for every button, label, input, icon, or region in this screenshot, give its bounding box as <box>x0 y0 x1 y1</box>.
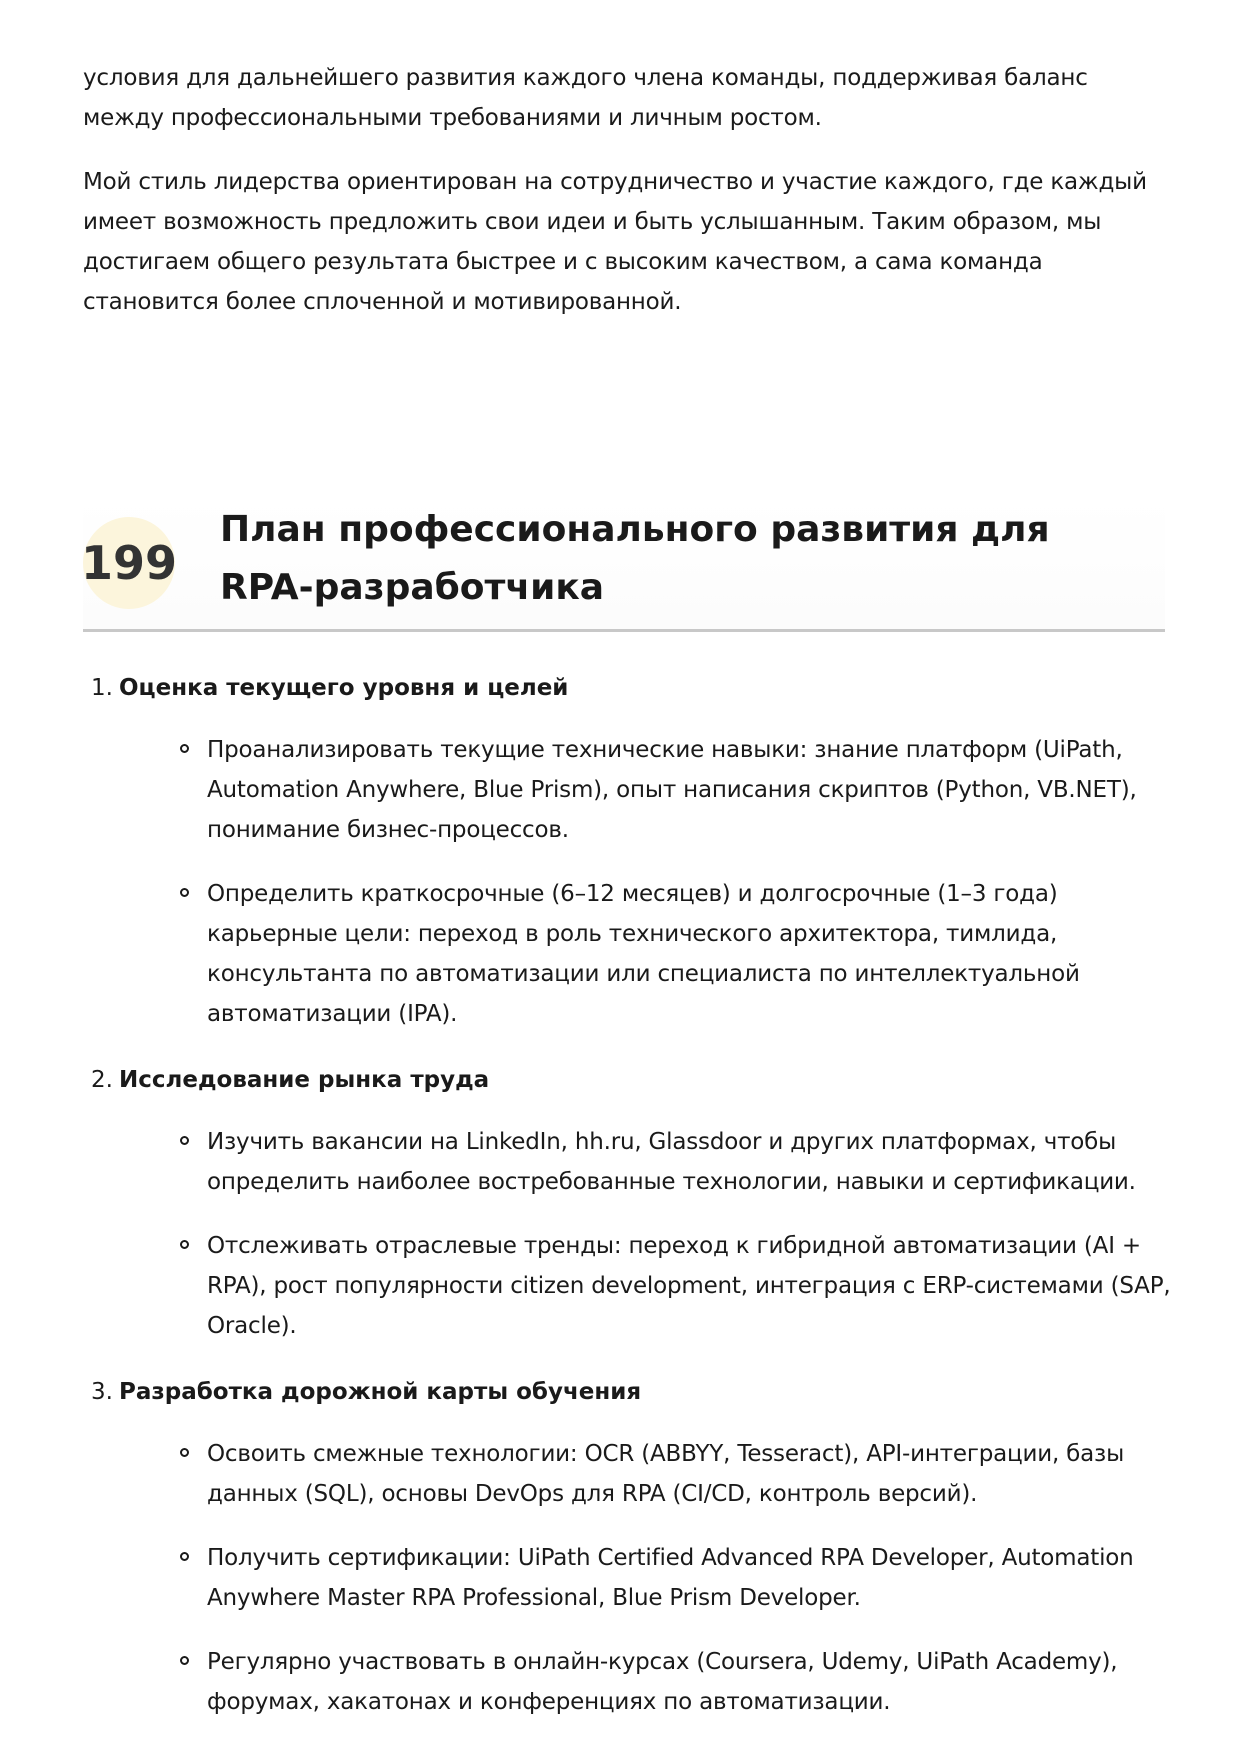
intro-text <box>83 58 1163 346</box>
item-heading <box>83 1060 1173 1100</box>
item-heading <box>83 668 1173 708</box>
circle-bullet-icon <box>180 1136 189 1145</box>
section-header <box>80 497 1165 632</box>
circle-bullet-icon <box>180 1240 189 1249</box>
circle-bullet-icon <box>180 1552 189 1561</box>
list-item <box>83 1060 1173 1346</box>
bullet-item: Освоить смежные технологии: OCR (ABBYY, Tesseract), API-интеграции, базы данных (SQL), основы DevOps для RPA (CI/CD, контроль версий). <box>207 1434 1173 1514</box>
intro-paragraph-1: условия для дальнейшего развития каждого члена команды, поддерживая баланс между профессиональными требованиями и личным ростом. <box>83 65 1088 131</box>
item-number: 3. <box>91 1379 113 1405</box>
bullet-item: Отслеживать отраслевые тренды: переход к гибридной автоматизации (AI + RPA), рост популярности citizen development, интеграция с ERP-системами (SAP, Oracle). <box>207 1226 1173 1346</box>
circle-bullet-icon <box>180 888 189 897</box>
item-title: Оценка текущего уровня и целей <box>119 675 569 701</box>
item-number: 2. <box>91 1067 113 1093</box>
plan-list <box>83 668 1173 1748</box>
bullet-item: Изучить вакансии на LinkedIn, hh.ru, Glassdoor и других платформах, чтобы определить наиболее востребованные технологии, навыки и сертификации. <box>207 1122 1173 1202</box>
bullet-list <box>83 730 1173 1034</box>
item-title: Разработка дорожной карты обучения <box>119 1379 642 1405</box>
item-heading <box>83 1372 1173 1412</box>
bullet-list <box>83 1122 1173 1346</box>
circle-bullet-icon <box>180 1656 189 1665</box>
bullet-item: Проанализировать текущие технические навыки: знание платформ (UiPath, Automation Anywhere, Blue Prism), опыт написания скриптов (Python, VB.NET), понимание бизнес-процессов. <box>207 730 1173 850</box>
item-number: 1. <box>91 675 113 701</box>
circle-bullet-icon <box>180 1448 189 1457</box>
bullet-list <box>83 1434 1173 1722</box>
list-item <box>83 1372 1173 1722</box>
section-title: План профессионального развития для RPA-разработчика <box>220 509 1050 608</box>
list-item <box>83 668 1173 1034</box>
item-title: Исследование рынка труда <box>119 1067 490 1093</box>
bullet-item: Получить сертификации: UiPath Certified Advanced RPA Developer, Automation Anywhere Master RPA Professional, Blue Prism Developer. <box>207 1538 1173 1618</box>
circle-bullet-icon <box>180 744 189 753</box>
bullet-item: Регулярно участвовать в онлайн-курсах (Coursera, Udemy, UiPath Academy), форумах, хакатонах и конференциях по автоматизации. <box>207 1642 1173 1722</box>
intro-paragraph-2: Мой стиль лидерства ориентирован на сотрудничество и участие каждого, где каждый имеет возможность предложить свои идеи и быть услышанным. Таким образом, мы достигаем общего результата быстрее и с высоким качеством, а сама команда становится более сплоченной и мотивированной. <box>83 169 1147 315</box>
section-number-badge: 199 <box>83 517 175 609</box>
bullet-item: Определить краткосрочные (6–12 месяцев) и долгосрочные (1–3 года) карьерные цели: переход в роль технического архитектора, тимлида, консультанта по автоматизации или специалиста по интеллектуальной автоматизации (IPA). <box>207 874 1173 1034</box>
